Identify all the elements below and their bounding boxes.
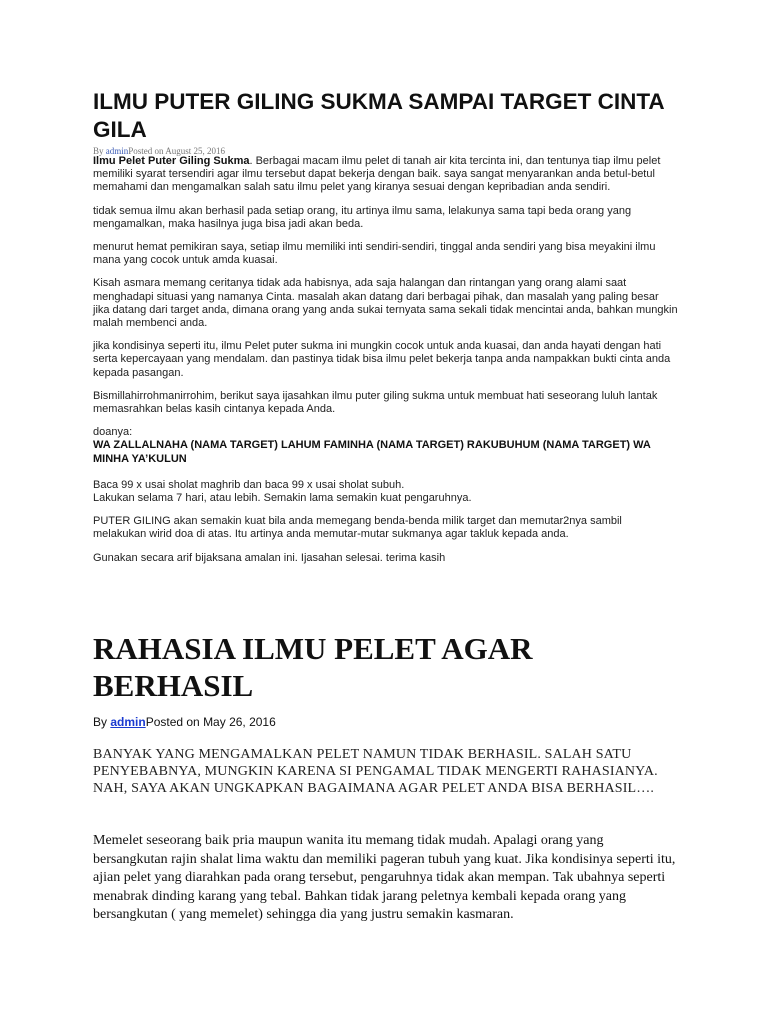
closing-paragraph: Gunakan secara arif bijaksana amalan ini. Ijasahan selesai. terima kasih [93,551,446,564]
paragraph: jika kondisinya seperti itu, ilmu Pelet puter sukma ini mungkin cocok untuk anda kuasai, dan anda hayati dengan hati serta kepercayaan yang mendalam. dan pastinya tidak bisa ilmu pelet bekerja tanpa anda nampakkan bukti cinta anda kepada pasangan. [93,340,671,379]
intro-keyword: Ilmu Pelet Puter Giling Sukma [93,155,250,167]
doa-text: WA ZALLALNAHA (NAMA TARGET) LAHUM FAMINHA (NAMA TARGET) RAKUBUHUM (NAMA TARGET) WA MINHA YA’KULUN [93,439,651,465]
byline-by: By [93,146,106,156]
author-link[interactable]: admin [105,146,129,156]
byline-by: By [93,715,111,729]
byline-date: Posted on August 25, 2016 [128,146,226,156]
paragraph: Bismillahirrohmanirrohim, berikut saya ijasahkan ilmu puter giling sukma untuk membuat hati seseorang luluh lantak memasrahkan belas kasih cintanya kepada Anda. [93,389,658,416]
baca-line: Lakukan selama 7 hari, atau lebih. Semakin lama semakin kuat pengaruhnya. [93,492,472,505]
article2-title: RAHASIA ILMU PELET AGAR BERHASIL [93,631,533,703]
paragraph: Kisah asmara memang ceritanya tidak ada habisnya, ada saja halangan dan rintangan yang orang alami saat menghadapi situasi yang namanya Cinta. masalah akan datang dari berbagai pihak, dan masalah yang paling besar jika datang dari target anda, dimana orang yang anda sukai ternyata sama sekali tidak mencintai anda, bahkan mungkin malah membenci anda. [93,277,678,330]
baca-line: Baca 99 x usai sholat maghrib dan baca 99 x usai sholat subuh. [93,478,405,491]
article1-title: ILMU PUTER GILING SUKMA SAMPAI TARGET CINTA GILA [93,89,664,142]
byline-date: Posted on May 26, 2016 [145,715,276,729]
doa-label: doanya: [93,426,133,439]
paragraph: tidak semua ilmu akan berhasil pada setiap orang, itu artinya ilmu sama, lelakunya sama tapi beda orang yang mengamalkan, maka hasilnya juga bisa jadi akan beda. [93,204,632,230]
intro-text: . Berbagai macam ilmu pelet di tanah air kita tercinta ini, dan tentunya tiap ilmu pelet memiliki syarat tersendiri agar ilmu tersebut dapat bekerja dengan baik. saya sangat menyarankan anda betul-betul memahami dan mengamalkan salah satu ilmu pelet yang kiranya sesuai dengan kepribadian anda sendiri. [93,155,661,194]
paragraph: menurut hemat pemikiran saya, setiap ilmu memiliki inti sendiri-sendiri, tinggal anda sendiri yang bisa meyakini ilmu mana yang cocok untuk amda kuasai. [93,241,656,267]
article2-body: Memelet seseorang baik pria maupun wanita itu memang tidak mudah. Apalagi orang yang bersangkutan rajin shalat lima waktu dan memiliki pageran tubuh yang kuat. Jika kondisinya seperti itu, ajian pelet yang diarahkan pada orang tersebut, pengaruhnya tidak akan mempan. Tak ubahnya seperti menabrak dinding karang yang tebal. Bahkan tidak jarang peletnya kembali kepada orang yang bersangkutan ( yang memelet) sehingga dia yang justru semakin kasmaran. [93,833,676,922]
article2-intro: BANYAK YANG MENGAMALKAN PELET NAMUN TIDAK BERHASIL. SALAH SATU PENYEBABNYA, MUNGKIN KARENA SI PENGAMAL TIDAK MENGERTI RAHASIANYA. NAH, SAYA AKAN UNGKAPKAN BAGAIMANA AGAR PELET ANDA BISA BERHASIL…. [93,747,658,796]
article1-body [93,155,678,575]
author-link[interactable]: admin [110,715,146,729]
article1-intro [93,155,678,195]
article2-byline [93,715,276,729]
paragraph: PUTER GILING akan semakin kuat bila anda memegang benda-benda milik target dan memutar2nya sambil melakukan wirid doa di atas. Itu artinya anda memutar-mutar sukmanya agar takluk kepada anda. [93,515,622,541]
